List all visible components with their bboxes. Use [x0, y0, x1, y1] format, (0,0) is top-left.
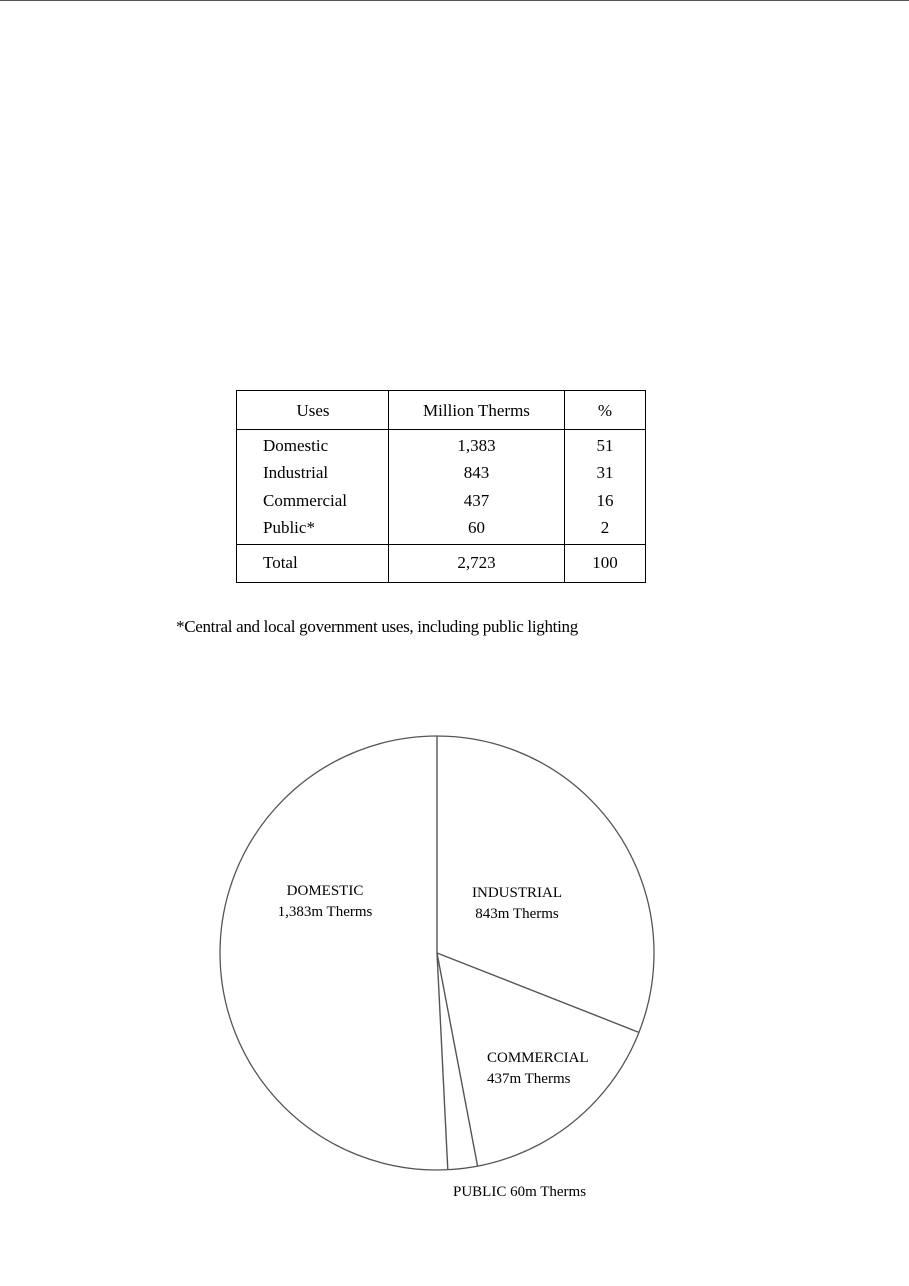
row-percent: 31	[596, 463, 614, 482]
pie-label-domestic-value: 1,383m Therms	[277, 904, 373, 920]
header-percent: %	[597, 401, 613, 420]
row-percent: 2	[600, 518, 610, 537]
pie-label-commercial-value: 437m Therms	[487, 1071, 571, 1087]
row-use: Public*	[263, 518, 315, 537]
header-million-therms: Million Therms	[423, 401, 530, 420]
row-use: Commercial	[263, 491, 348, 510]
row-percent: 51	[596, 436, 614, 455]
total-percent: 100	[592, 553, 618, 572]
pie-slice-boundary-domestic	[437, 953, 448, 1170]
pie-label-public-name: PUBLIC 60m Therms	[453, 1184, 587, 1200]
pie-slice-boundary-public	[437, 953, 478, 1166]
row-therms: 843	[463, 463, 490, 482]
total-use: Total	[263, 553, 298, 572]
row-use: Industrial	[263, 463, 329, 482]
table-footnote: *Central and local government uses, including public lighting	[176, 617, 578, 636]
row-percent: 16	[596, 491, 614, 510]
row-therms: 1,383	[457, 436, 496, 455]
pie-slice-boundary-commercial	[437, 953, 639, 1032]
row-use: Domestic	[263, 436, 329, 455]
pie-label-commercial-name: COMMERCIAL	[487, 1050, 589, 1066]
row-therms: 60	[468, 518, 485, 537]
total-therms: 2,723	[457, 553, 496, 572]
pie-label-domestic-name: DOMESTIC	[286, 883, 364, 899]
header-uses: Uses	[296, 401, 330, 420]
pie-label-industrial-name: INDUSTRIAL	[472, 885, 562, 901]
pie-label-industrial-value: 843m Therms	[475, 906, 559, 922]
row-therms: 437	[463, 491, 490, 510]
